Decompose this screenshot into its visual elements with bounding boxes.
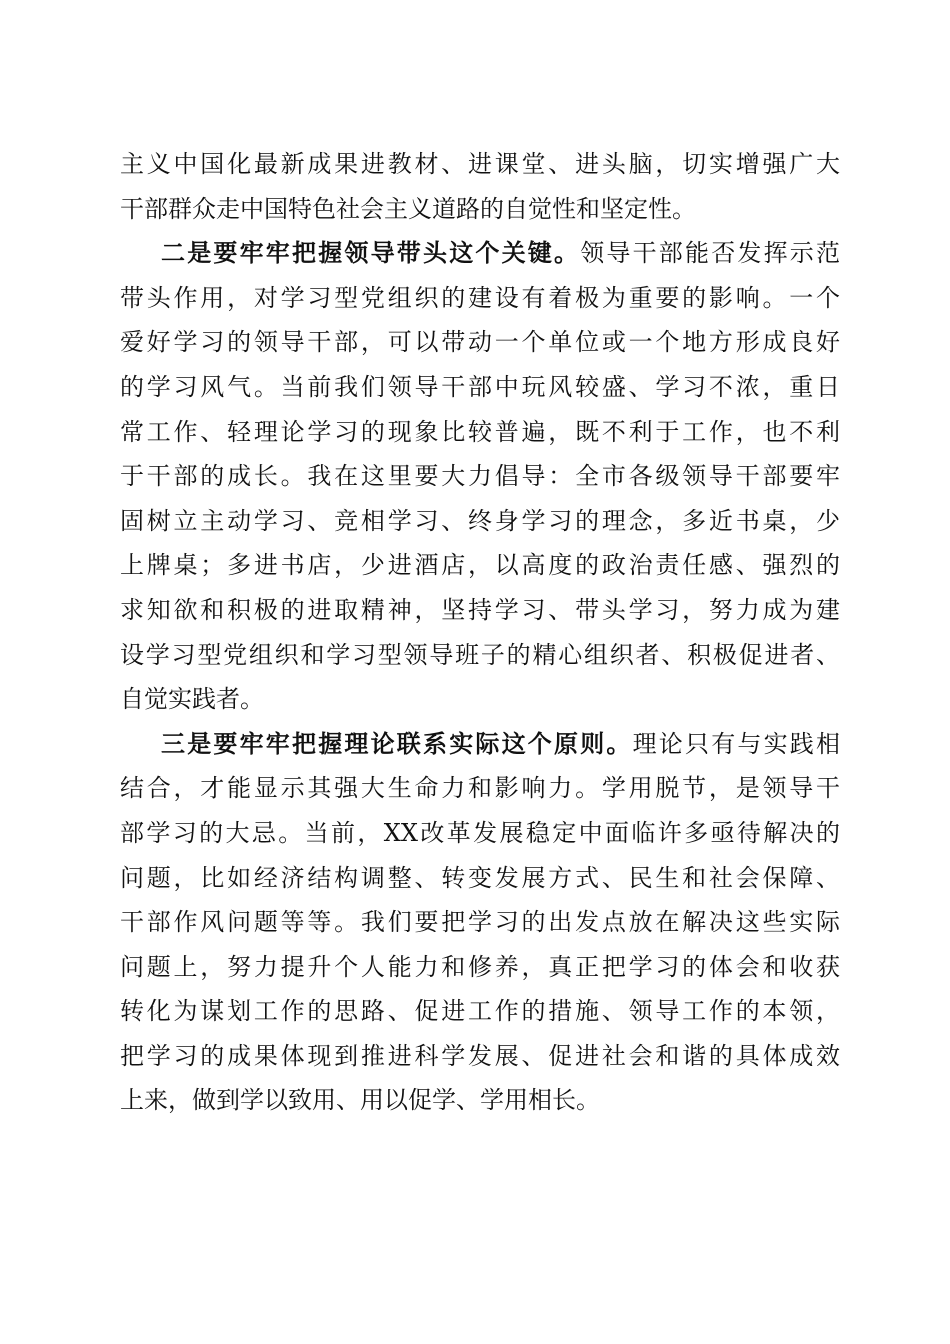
line-text: 固树立主动学习、竞相学习、终身学习的理念，多近书桌，少 <box>120 506 840 535</box>
paragraph-p3-theory-practice <box>120 722 840 1123</box>
text-line <box>120 856 840 901</box>
line-text: 爱好学习的领导干部，可以带动一个单位或一个地方形成良好 <box>120 328 840 357</box>
line-text: 理论只有与实践相 <box>632 729 841 758</box>
text-line <box>120 1078 840 1123</box>
text-line <box>120 945 840 990</box>
text-line <box>120 454 840 499</box>
line-text: 干部群众走中国特色社会主义道路的自觉性和坚定性。 <box>120 194 696 223</box>
text-line <box>120 187 840 232</box>
line-text: 结合，才能显示其强大生命力和影响力。学用脱节，是领导干 <box>120 774 840 803</box>
text-line <box>120 276 840 321</box>
text-line <box>120 900 840 945</box>
body-text <box>120 142 840 1123</box>
text-line <box>120 989 840 1034</box>
line-text: 上来，做到学以致用、用以促学、学用相长。 <box>120 1086 600 1115</box>
line-text: 设学习型党组织和学习型领导班子的精心组织者、积极促进者、 <box>120 640 840 669</box>
text-line <box>120 633 840 678</box>
paragraph-lead: 二是要牢牢把握领导带头这个关键。 <box>161 238 581 268</box>
line-text: 问题上，努力提升个人能力和修养，真正把学习的体会和收获 <box>120 952 840 981</box>
line-text: 把学习的成果体现到推进科学发展、促进社会和谐的具体成效 <box>120 1041 840 1070</box>
line-text: 自觉实践者。 <box>120 685 264 714</box>
line-text: 领导干部能否发挥示范 <box>580 239 841 268</box>
text-line <box>120 677 840 722</box>
line-text: 主义中国化最新成果进教材、进课堂、进头脑，切实增强广大 <box>120 150 840 178</box>
line-text: 常工作、轻理论学习的现象比较普遍，既不利于工作，也不利 <box>120 417 840 446</box>
text-line <box>120 766 840 811</box>
line-text: 的学习风气。当前我们领导干部中玩风较盛、学习不浓，重日 <box>120 372 840 401</box>
paragraph-p1-continuation <box>120 142 840 231</box>
text-line <box>120 1034 840 1079</box>
text-line <box>120 811 840 856</box>
line-text: 干部作风问题等等。我们要把学习的出发点放在解决这些实际 <box>120 908 840 937</box>
text-line <box>120 499 840 544</box>
text-line <box>120 320 840 365</box>
line-text: 部学习的大忌。当前，XX改革发展稳定中面临许多亟待解决的 <box>120 818 840 847</box>
text-line <box>120 588 840 633</box>
paragraph-p2-leadership <box>120 231 840 722</box>
line-text: 上牌桌；多进书店，少进酒店，以高度的政治责任感、强烈的 <box>120 551 840 580</box>
paragraph-lead: 三是要牢牢把握理论联系实际这个原则。 <box>161 728 633 758</box>
line-text: 求知欲和积极的进取精神，坚持学习、带头学习，努力成为建 <box>120 595 840 624</box>
text-line <box>120 231 840 276</box>
text-line <box>120 410 840 455</box>
text-line <box>120 365 840 410</box>
line-text: 带头作用，对学习型党组织的建设有着极为重要的影响。一个 <box>120 283 840 312</box>
line-text: 问题，比如经济结构调整、转变发展方式、民生和社会保障、 <box>120 863 840 892</box>
text-line <box>120 543 840 588</box>
line-text: 于干部的成长。我在这里要大力倡导：全市各级领导干部要牢 <box>120 462 840 491</box>
text-line <box>120 142 840 187</box>
line-text: 转化为谋划工作的思路、促进工作的措施、领导工作的本领， <box>120 997 840 1026</box>
text-line <box>120 722 840 767</box>
